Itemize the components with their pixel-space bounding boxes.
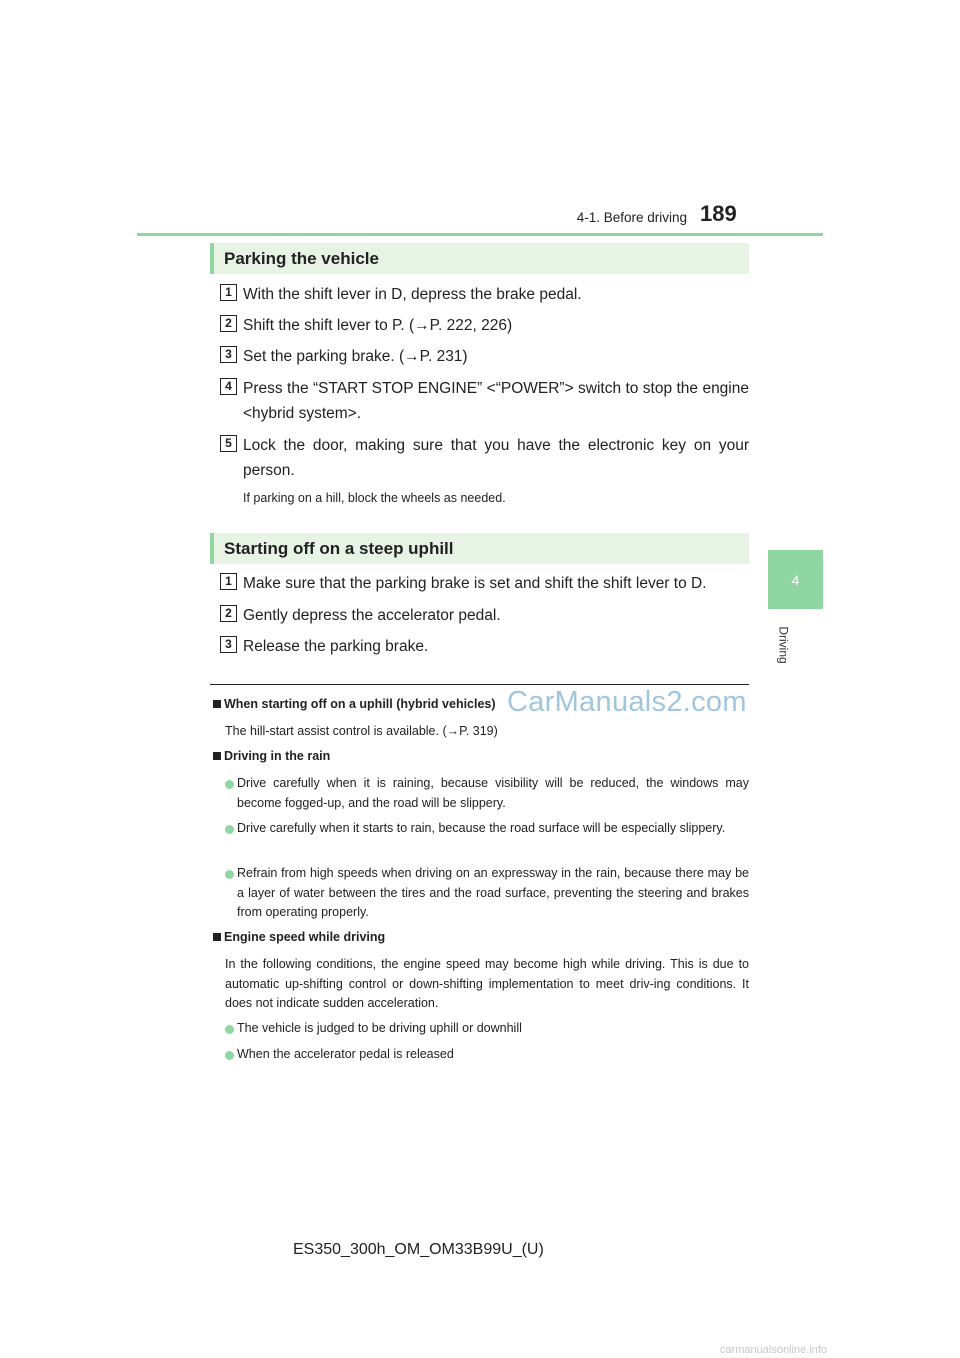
document-code-footer: ES350_300h_OM_OM33B99U_(U) [293, 1241, 544, 1258]
parking-step [220, 313, 749, 338]
chapter-label-wrap [769, 620, 799, 670]
parking-note: If parking on a hill, block the wheels as needed. [243, 491, 506, 505]
bullet-dot-icon [225, 1025, 234, 1034]
step-text: Set the parking brake. (→P. 231) [243, 348, 468, 365]
step-text: Make sure that the parking brake is set and shift the shift lever to D. [243, 575, 707, 592]
parking-step [220, 376, 749, 426]
bullet-text: Refrain from high speeds when driving on an expressway in the rain, because there may be a layer of water between the tires and the road surface, preventing the steering and brakes from operating properly. [237, 866, 749, 919]
bullet-text: Drive carefully when it starts to rain, because the road surface will be especially slippery. [237, 821, 726, 835]
chapter-number: 4 [791, 571, 800, 588]
bullet-text: The vehicle is judged to be driving uphill or downhill [237, 1021, 522, 1035]
parking-step [220, 344, 749, 369]
bullet-text: Drive carefully when it is raining, because visibility will be reduced, the windows may become fogged-up, and the road will be slippery. [237, 776, 749, 810]
step-number-badge: 2 [220, 605, 237, 622]
step-number-badge: 5 [220, 435, 237, 452]
note-text-hybrid: The hill-start assist control is available. (→P. 319) [225, 724, 498, 738]
step-text: Lock the door, making sure that you have the electronic key on your person. [243, 437, 749, 479]
note-title-hybrid [213, 697, 496, 711]
square-bullet-icon [213, 752, 221, 760]
rain-bullet [225, 819, 749, 839]
header-rule [137, 233, 823, 236]
step-text: Release the parking brake. [243, 638, 429, 655]
parking-section-heading: Parking the vehicle [210, 243, 749, 274]
bullet-dot-icon [225, 825, 234, 834]
bullet-dot-icon [225, 1051, 234, 1060]
uphill-step [220, 571, 749, 596]
section-title: 4-1. Before driving [576, 210, 687, 225]
note-text-engine: In the following conditions, the engine speed may become high while driving. This is due to automatic up-shifting control or down-shifting implementation to meet driv-ing conditions. It does not indicate sudden acceleration. [225, 957, 749, 1010]
step-text: Shift the shift lever to P. (→P. 222, 226) [243, 317, 513, 334]
bullet-dot-icon [225, 780, 234, 789]
step-text: Press the “START STOP ENGINE” <“POWER”> switch to stop the engine <hybrid system>. [243, 380, 749, 422]
step-text: Gently depress the accelerator pedal. [243, 607, 501, 624]
bullet-dot-icon [225, 870, 234, 879]
bullet-text: When the accelerator pedal is released [237, 1047, 454, 1061]
square-bullet-icon [213, 700, 221, 708]
uphill-section-heading: Starting off on a steep uphill [210, 533, 749, 564]
uphill-step [220, 603, 749, 628]
rain-bullet [225, 774, 749, 813]
step-number-badge: 4 [220, 378, 237, 395]
square-bullet-icon [213, 933, 221, 941]
bottom-watermark: carmanualsonline.info [720, 1344, 828, 1356]
page-number: 189 [700, 201, 737, 226]
parking-step [220, 282, 749, 307]
note-title-text: Driving in the rain [224, 749, 331, 763]
step-number-badge: 3 [220, 346, 237, 363]
chapter-tab [768, 550, 823, 609]
step-text: With the shift lever in D, depress the brake pedal. [243, 286, 582, 303]
watermark-text: CarManuals2.com [507, 686, 747, 718]
chapter-label: Driving [777, 626, 791, 664]
note-title-text: When starting off on a uphill (hybrid vehicles) [224, 697, 496, 711]
engine-bullet [225, 1045, 749, 1065]
uphill-step [220, 634, 749, 659]
note-title-engine [213, 930, 385, 944]
engine-bullet [225, 1019, 749, 1039]
note-title-rain [213, 749, 330, 763]
parking-step [220, 433, 749, 483]
step-number-badge: 2 [220, 315, 237, 332]
step-number-badge: 3 [220, 636, 237, 653]
step-number-badge: 1 [220, 284, 237, 301]
step-number-badge: 1 [220, 573, 237, 590]
rain-bullet [225, 864, 749, 923]
note-title-text: Engine speed while driving [224, 930, 386, 944]
